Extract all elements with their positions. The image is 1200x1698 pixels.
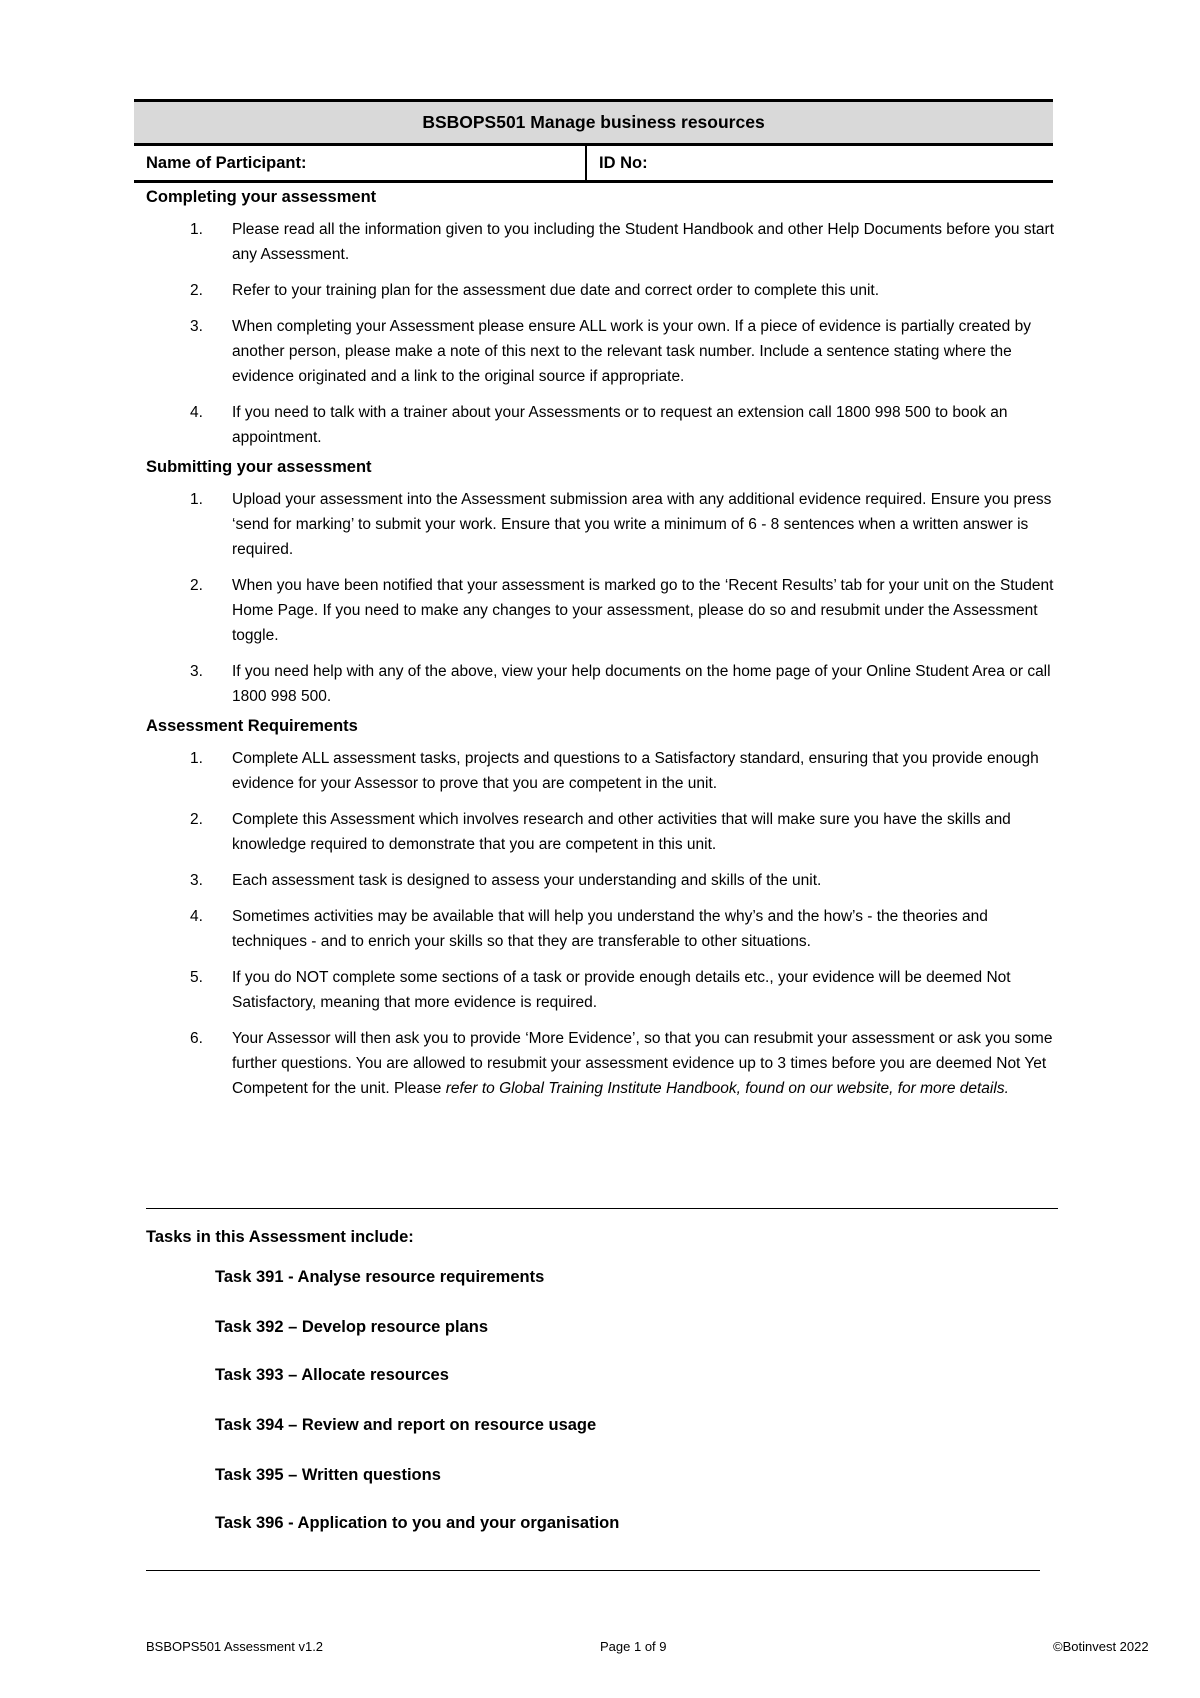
list-item xyxy=(146,217,1058,267)
document-title: BSBOPS501 Manage business resources xyxy=(422,112,765,132)
task-item: Task 391 - Analyse resource requirements xyxy=(215,1268,545,1286)
task-item: Task 395 – Written questions xyxy=(215,1466,441,1484)
list-item-text: Upload your assessment into the Assessment submission area with any additional evidence required. Ensure you press ‘send for marking’ to submit your work. Ensure that you write a minimum of 6 - 8 sentences when a written answer is required. xyxy=(232,491,1052,558)
list-item-number: 5. xyxy=(190,969,203,986)
list-item xyxy=(146,904,1058,954)
list-item-text: If you do NOT complete some sections of a task or provide enough details etc., your evidence will be deemed Not Satisfactory, meaning that more evidence is required. xyxy=(232,969,1011,1011)
participant-name-label: Name of Participant: xyxy=(134,146,587,180)
tasks-heading: Tasks in this Assessment include: xyxy=(146,1228,414,1246)
footer-document-code: BSBOPS501 Assessment v1.2 xyxy=(146,1639,324,1654)
list-item xyxy=(146,965,1058,1015)
list-item-number: 6. xyxy=(190,1030,203,1047)
list-item-number: 4. xyxy=(190,404,203,421)
task-item: Task 393 – Allocate resources xyxy=(215,1366,449,1384)
footer-page-number: Page 1 of 9 xyxy=(600,1639,667,1654)
footer-copyright: ©Botinvest 2022 xyxy=(1053,1639,1149,1654)
header-table xyxy=(134,99,1053,183)
list-item-number: 3. xyxy=(190,318,203,335)
list-item xyxy=(146,314,1058,389)
list-item-text: If you need to talk with a trainer about your Assessments or to request an extension call 1800 998 500 to book an appointment. xyxy=(232,404,1008,446)
participant-row xyxy=(134,146,1053,183)
list-item-text: Complete this Assessment which involves research and other activities that will make sure you have the skills and knowledge required to demonstrate that you are competent in this unit. xyxy=(232,811,1011,853)
task-item: Task 392 – Develop resource plans xyxy=(215,1318,488,1336)
completing-heading: Completing your assessment xyxy=(146,188,377,206)
list-item-text: Please read all the information given to you including the Student Handbook and other Help Documents before you start any Assessment. xyxy=(232,221,1055,263)
task-item: Task 394 – Review and report on resource usage xyxy=(215,1416,597,1434)
submitting-heading: Submitting your assessment xyxy=(146,458,372,476)
list-item xyxy=(146,487,1058,562)
list-item xyxy=(146,807,1058,857)
list-item-number: 1. xyxy=(190,750,203,767)
list-item xyxy=(146,573,1058,648)
handbook-reference: refer to Global Training Institute Handbook, found on our website, for more details. xyxy=(445,1080,1009,1097)
list-item-text: When completing your Assessment please ensure ALL work is your own. If a piece of evidence is partially created by another person, please make a note of this next to the relevant task number. Include a sentence stating where the evidence originated and a link to the original source if appropriate. xyxy=(232,318,1031,385)
list-item-text: Your Assessor will then ask you to provide ‘More Evidence’, so that you can resubmit your assessment or ask you some further questions. You are allowed to resubmit your assessment evidence up to 3 times before you are deemed Not Yet Competent for the unit. Please xyxy=(232,1030,1053,1097)
list-item-number: 1. xyxy=(190,491,203,508)
list-item-number: 1. xyxy=(190,221,203,238)
list-item-text: Refer to your training plan for the assessment due date and correct order to complete this unit. xyxy=(232,282,880,299)
list-item-text: Each assessment task is designed to assess your understanding and skills of the unit. xyxy=(232,872,822,889)
list-item xyxy=(146,659,1058,709)
list-item xyxy=(146,868,1058,893)
requirements-heading: Assessment Requirements xyxy=(146,717,358,735)
participant-id-label: ID No: xyxy=(599,154,648,172)
list-item-text: Complete ALL assessment tasks, projects and questions to a Satisfactory standard, ensuring that you provide enough evidence for your Assessor to prove that you are competent in the unit. xyxy=(232,750,1039,792)
list-item xyxy=(146,278,1058,303)
task-item: Task 396 - Application to you and your organisation xyxy=(215,1514,620,1532)
list-item xyxy=(146,746,1058,796)
list-item-number: 3. xyxy=(190,663,203,680)
divider-top xyxy=(146,1208,1058,1209)
list-item-number: 4. xyxy=(190,908,203,925)
completing-list xyxy=(146,217,1058,450)
list-item-number: 2. xyxy=(190,577,203,594)
divider-bottom xyxy=(146,1570,1040,1571)
document-title-cell xyxy=(134,99,1053,146)
list-item-text: When you have been notified that your assessment is marked go to the ‘Recent Results’ tab for your unit on the Student Home Page. If you need to make any changes to your assessment, please do so and resubmit under the Assessment toggle. xyxy=(232,577,1054,644)
list-item xyxy=(146,1026,1058,1101)
list-item-number: 2. xyxy=(190,811,203,828)
list-item-text: Sometimes activities may be available that will help you understand the why’s and the how’s - the theories and techniques - and to enrich your skills so that they are transferable to other situations. xyxy=(232,908,988,950)
instructions-content xyxy=(146,180,1058,1112)
list-item-number: 2. xyxy=(190,282,203,299)
list-item-text: If you need help with any of the above, view your help documents on the home page of your Online Student Area or call 1800 998 500. xyxy=(232,663,1051,705)
list-item-number: 3. xyxy=(190,872,203,889)
submitting-list xyxy=(146,487,1058,709)
list-item xyxy=(146,400,1058,450)
requirements-list xyxy=(146,746,1058,1101)
